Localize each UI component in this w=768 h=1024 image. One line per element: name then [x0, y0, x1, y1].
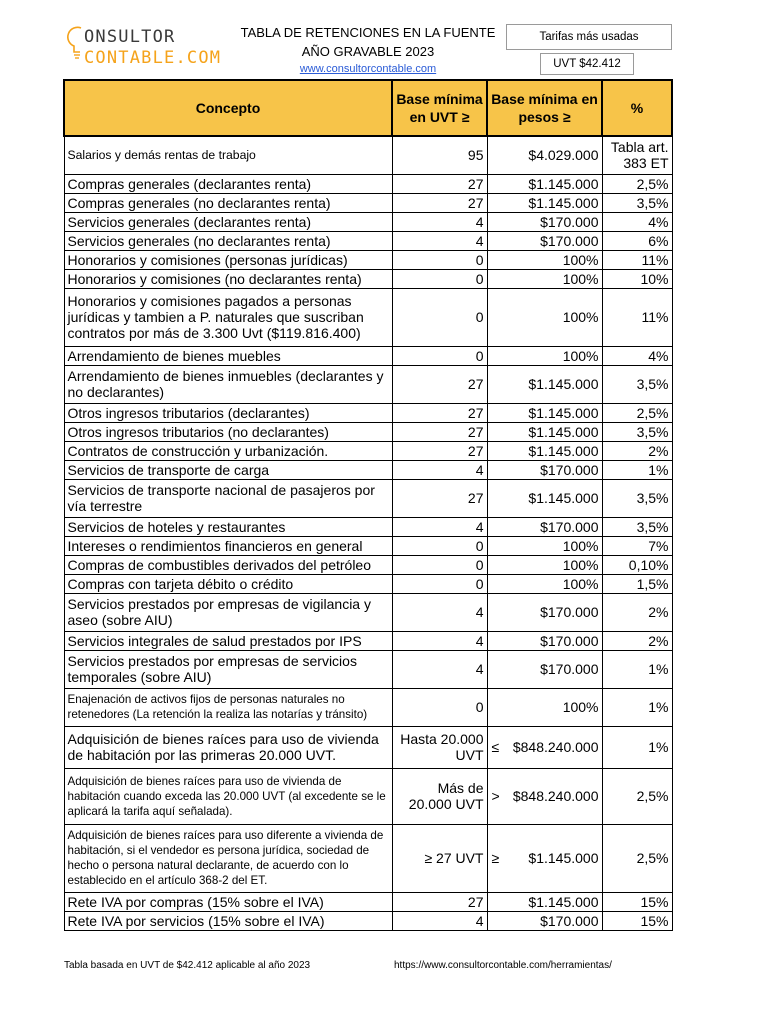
table-row — [64, 269, 672, 288]
pesos-value: 100% — [562, 270, 599, 287]
uvt-value-box: UVT $42.412 — [540, 53, 634, 75]
pesos-value: $170.000 — [540, 232, 599, 249]
pesos-value: $848.240.000 — [512, 739, 599, 755]
cell-percent: 11% — [602, 288, 672, 346]
cell-percent: 2,5% — [602, 174, 672, 193]
cell-base-pesos — [487, 422, 602, 441]
pesos-value: 100% — [562, 575, 599, 592]
cell-base-pesos — [487, 688, 602, 726]
cell-concepto: Compras con tarjeta débito o crédito — [64, 574, 392, 593]
cell-concepto: Adquisición de bienes raíces para uso de vivienda de habitación por las primeras 20.000 UVT. — [64, 726, 392, 768]
pesos-value: $1.145.000 — [528, 376, 599, 392]
cell-percent: 4% — [602, 346, 672, 365]
cell-base-pesos — [487, 479, 602, 517]
table-row — [64, 250, 672, 269]
table-row — [64, 824, 672, 892]
table-row — [64, 688, 672, 726]
cell-base-uvt: 4 — [392, 460, 487, 479]
cell-base-uvt: 0 — [392, 250, 487, 269]
cell-concepto: Compras generales (no declarantes renta) — [64, 193, 392, 212]
cell-percent: 10% — [602, 269, 672, 288]
table-row — [64, 911, 672, 930]
cell-base-uvt: 0 — [392, 536, 487, 555]
cell-concepto: Otros ingresos tributarios (declarantes) — [64, 403, 392, 422]
cell-percent: 1% — [602, 688, 672, 726]
cell-percent: 1% — [602, 726, 672, 768]
cell-concepto: Contratos de construcción y urbanización. — [64, 441, 392, 460]
cell-percent: 3,5% — [602, 365, 672, 403]
cell-percent: 3,5% — [602, 422, 672, 441]
cell-base-uvt: 27 — [392, 422, 487, 441]
table-row — [64, 365, 672, 403]
cell-percent: 2,5% — [602, 768, 672, 824]
pesos-value: $170.000 — [540, 213, 599, 230]
cell-base-pesos — [487, 193, 602, 212]
cell-percent: Tabla art. 383 ET — [602, 136, 672, 174]
cell-base-uvt: 95 — [392, 136, 487, 174]
cell-base-uvt: 27 — [392, 441, 487, 460]
cell-concepto: Servicios generales (declarantes renta) — [64, 212, 392, 231]
cell-base-pesos — [487, 824, 602, 892]
pesos-value: 100% — [562, 556, 599, 573]
page-title: TABLA DE RETENCIONES EN LA FUENTE — [240, 25, 496, 40]
cell-percent: 15% — [602, 911, 672, 930]
cell-concepto: Arrendamiento de bienes inmuebles (declarantes y no declarantes) — [64, 365, 392, 403]
cell-concepto: Adquisición de bienes raíces para uso diferente a vivienda de habitación, si el vendedor es persona jurídica, sociedad de hecho o persona natural declarante, de acuerdo con lo establecido en el artículo 368-2 del ET. — [64, 824, 392, 892]
cell-base-uvt: 0 — [392, 574, 487, 593]
cell-concepto: Adquisición de bienes raíces para uso de vivienda de habitación cuando exceda las 20.000 UVT (al excedente se le aplicará la tarifa aquí señalada). — [64, 768, 392, 824]
cell-concepto: Honorarios y comisiones pagados a personas jurídicas y tambien a P. naturales que suscriban contratos por más de 3.300 Uvt ($119.816.400) — [64, 288, 392, 346]
cell-percent: 1% — [602, 650, 672, 688]
cell-percent: 0,10% — [602, 555, 672, 574]
table-row — [64, 212, 672, 231]
pesos-value: $170.000 — [540, 461, 599, 478]
logo-text-top: ONSULTOR — [84, 27, 176, 47]
cell-base-uvt: 27 — [392, 892, 487, 911]
cell-percent: 4% — [602, 212, 672, 231]
page-subtitle: AÑO GRAVABLE 2023 — [301, 44, 435, 59]
pesos-value: $170.000 — [540, 632, 599, 649]
comparison-symbol: ≥ — [491, 850, 500, 866]
table-row — [64, 403, 672, 422]
cell-base-pesos — [487, 212, 602, 231]
cell-base-pesos — [487, 768, 602, 824]
header-concepto: Concepto — [64, 80, 392, 136]
header-base-uvt: Base mínima en UVT ≥ — [392, 80, 487, 136]
table-row — [64, 574, 672, 593]
cell-base-uvt: 27 — [392, 479, 487, 517]
cell-base-pesos — [487, 911, 602, 930]
pesos-value: $170.000 — [540, 604, 599, 620]
pesos-value: $848.240.000 — [512, 788, 599, 804]
pesos-value: $1.145.000 — [528, 442, 599, 459]
cell-concepto: Servicios de transporte de carga — [64, 460, 392, 479]
comparison-symbol: ≤ — [491, 739, 500, 755]
cell-base-pesos — [487, 536, 602, 555]
pesos-value: 100% — [562, 347, 599, 364]
table-row — [64, 479, 672, 517]
cell-base-uvt: 0 — [392, 688, 487, 726]
cell-base-uvt: 0 — [392, 269, 487, 288]
cell-base-uvt: 4 — [392, 517, 487, 536]
cell-base-pesos — [487, 174, 602, 193]
table-row — [64, 231, 672, 250]
cell-base-pesos — [487, 250, 602, 269]
page-header — [0, 0, 768, 80]
cell-concepto: Honorarios y comisiones (personas jurídicas) — [64, 250, 392, 269]
header-base-pesos: Base mínima en pesos ≥ — [487, 80, 602, 136]
cell-concepto: Rete IVA por servicios (15% sobre el IVA) — [64, 911, 392, 930]
cell-percent: 11% — [602, 250, 672, 269]
cell-percent: 1,5% — [602, 574, 672, 593]
cell-base-pesos — [487, 365, 602, 403]
cell-base-uvt: 4 — [392, 911, 487, 930]
pesos-value: 100% — [562, 251, 599, 268]
cell-percent: 2,5% — [602, 403, 672, 422]
cell-base-pesos — [487, 892, 602, 911]
cell-base-pesos — [487, 346, 602, 365]
table-row — [64, 346, 672, 365]
cell-percent: 2,5% — [602, 824, 672, 892]
table-row — [64, 650, 672, 688]
cell-base-uvt: 27 — [392, 174, 487, 193]
table-row — [64, 726, 672, 768]
retention-table — [63, 79, 673, 931]
cell-concepto: Servicios prestados por empresas de vigilancia y aseo (sobre AIU) — [64, 593, 392, 631]
table-row — [64, 536, 672, 555]
pesos-value: $1.145.000 — [528, 404, 599, 421]
cell-base-pesos — [487, 460, 602, 479]
cell-concepto: Otros ingresos tributarios (no declarantes) — [64, 422, 392, 441]
cell-base-pesos — [487, 269, 602, 288]
comparison-symbol: > — [491, 788, 500, 804]
cell-concepto: Arrendamiento de bienes muebles — [64, 346, 392, 365]
cell-base-uvt: Más de 20.000 UVT — [392, 768, 487, 824]
cell-concepto: Servicios de transporte nacional de pasajeros por vía terrestre — [64, 479, 392, 517]
cell-percent: 6% — [602, 231, 672, 250]
table-row — [64, 174, 672, 193]
header-percent: % — [602, 80, 672, 136]
table-row — [64, 555, 672, 574]
cell-concepto: Compras generales (declarantes renta) — [64, 174, 392, 193]
cell-concepto: Servicios de hoteles y restaurantes — [64, 517, 392, 536]
pesos-value: $1.145.000 — [528, 423, 599, 440]
pesos-value: $170.000 — [540, 661, 599, 677]
pesos-value: 100% — [562, 309, 599, 325]
table-row — [64, 631, 672, 650]
cell-percent: 2% — [602, 441, 672, 460]
cell-base-pesos — [487, 593, 602, 631]
cell-base-pesos — [487, 726, 602, 768]
logo-text-bottom: CONTABLE.COM — [84, 48, 222, 68]
consultor-contable-logo — [62, 22, 232, 72]
cell-concepto: Compras de combustibles derivados del petróleo — [64, 555, 392, 574]
pesos-value: $170.000 — [540, 518, 599, 535]
cell-percent: 15% — [602, 892, 672, 911]
cell-percent: 3,5% — [602, 517, 672, 536]
table-row — [64, 517, 672, 536]
table-row — [64, 460, 672, 479]
pesos-value: $1.145.000 — [528, 893, 599, 910]
cell-base-uvt: 0 — [392, 555, 487, 574]
cell-base-pesos — [487, 403, 602, 422]
table-row — [64, 422, 672, 441]
cell-percent: 2% — [602, 631, 672, 650]
cell-concepto: Servicios generales (no declarantes renta) — [64, 231, 392, 250]
cell-base-pesos — [487, 517, 602, 536]
table-row — [64, 441, 672, 460]
cell-base-uvt: 0 — [392, 346, 487, 365]
cell-base-uvt: 4 — [392, 650, 487, 688]
cell-base-pesos — [487, 441, 602, 460]
cell-base-uvt: 4 — [392, 631, 487, 650]
table-row — [64, 288, 672, 346]
cell-base-uvt: Hasta 20.000 UVT — [392, 726, 487, 768]
cell-base-pesos — [487, 631, 602, 650]
cell-base-uvt: 4 — [392, 212, 487, 231]
table-row — [64, 892, 672, 911]
cell-percent: 3,5% — [602, 193, 672, 212]
cell-concepto: Honorarios y comisiones (no declarantes renta) — [64, 269, 392, 288]
cell-base-uvt: 27 — [392, 193, 487, 212]
cell-concepto: Rete IVA por compras (15% sobre el IVA) — [64, 892, 392, 911]
cell-concepto: Servicios prestados por empresas de servicios temporales (sobre AIU) — [64, 650, 392, 688]
table-header-row — [64, 80, 672, 136]
pesos-value: $1.145.000 — [528, 194, 599, 211]
pesos-value: 100% — [562, 699, 599, 715]
cell-concepto: Enajenación de activos fijos de personas naturales no retenedores (La retención la realiza las notarías y tránsito) — [64, 688, 392, 726]
pesos-value: $1.145.000 — [528, 175, 599, 192]
table-row — [64, 768, 672, 824]
cell-base-uvt: 4 — [392, 593, 487, 631]
pesos-value: $1.145.000 — [528, 490, 599, 506]
cell-percent: 1% — [602, 460, 672, 479]
table-row — [64, 593, 672, 631]
pesos-value: 100% — [562, 537, 599, 554]
cell-percent: 3,5% — [602, 479, 672, 517]
cell-base-pesos — [487, 136, 602, 174]
cell-base-pesos — [487, 574, 602, 593]
tarifas-label-box: Tarifas más usadas — [506, 24, 672, 50]
cell-base-uvt: 27 — [392, 365, 487, 403]
cell-base-pesos — [487, 288, 602, 346]
cell-concepto: Servicios integrales de salud prestados por IPS — [64, 631, 392, 650]
cell-concepto: Salarios y demás rentas de trabajo — [64, 136, 392, 174]
cell-base-pesos — [487, 555, 602, 574]
cell-concepto: Intereses o rendimientos financieros en general — [64, 536, 392, 555]
pesos-value: $170.000 — [540, 912, 599, 929]
cell-base-uvt: 0 — [392, 288, 487, 346]
cell-percent: 7% — [602, 536, 672, 555]
pesos-value: $1.145.000 — [528, 850, 599, 866]
cell-base-pesos — [487, 650, 602, 688]
cell-base-pesos — [487, 231, 602, 250]
pesos-value: $4.029.000 — [528, 147, 599, 164]
footer-link[interactable]: https://www.consultorcontable.com/herramientas/ — [394, 960, 612, 971]
table-row — [64, 193, 672, 212]
cell-percent: 2% — [602, 593, 672, 631]
table-row — [64, 136, 672, 174]
cell-base-uvt: ≥ 27 UVT — [392, 824, 487, 892]
cell-base-uvt: 27 — [392, 403, 487, 422]
cell-base-uvt: 4 — [392, 231, 487, 250]
website-link[interactable]: www.consultorcontable.com — [299, 63, 437, 75]
footer-note: Tabla basada en UVT de $42.412 aplicable al año 2023 — [64, 960, 311, 971]
